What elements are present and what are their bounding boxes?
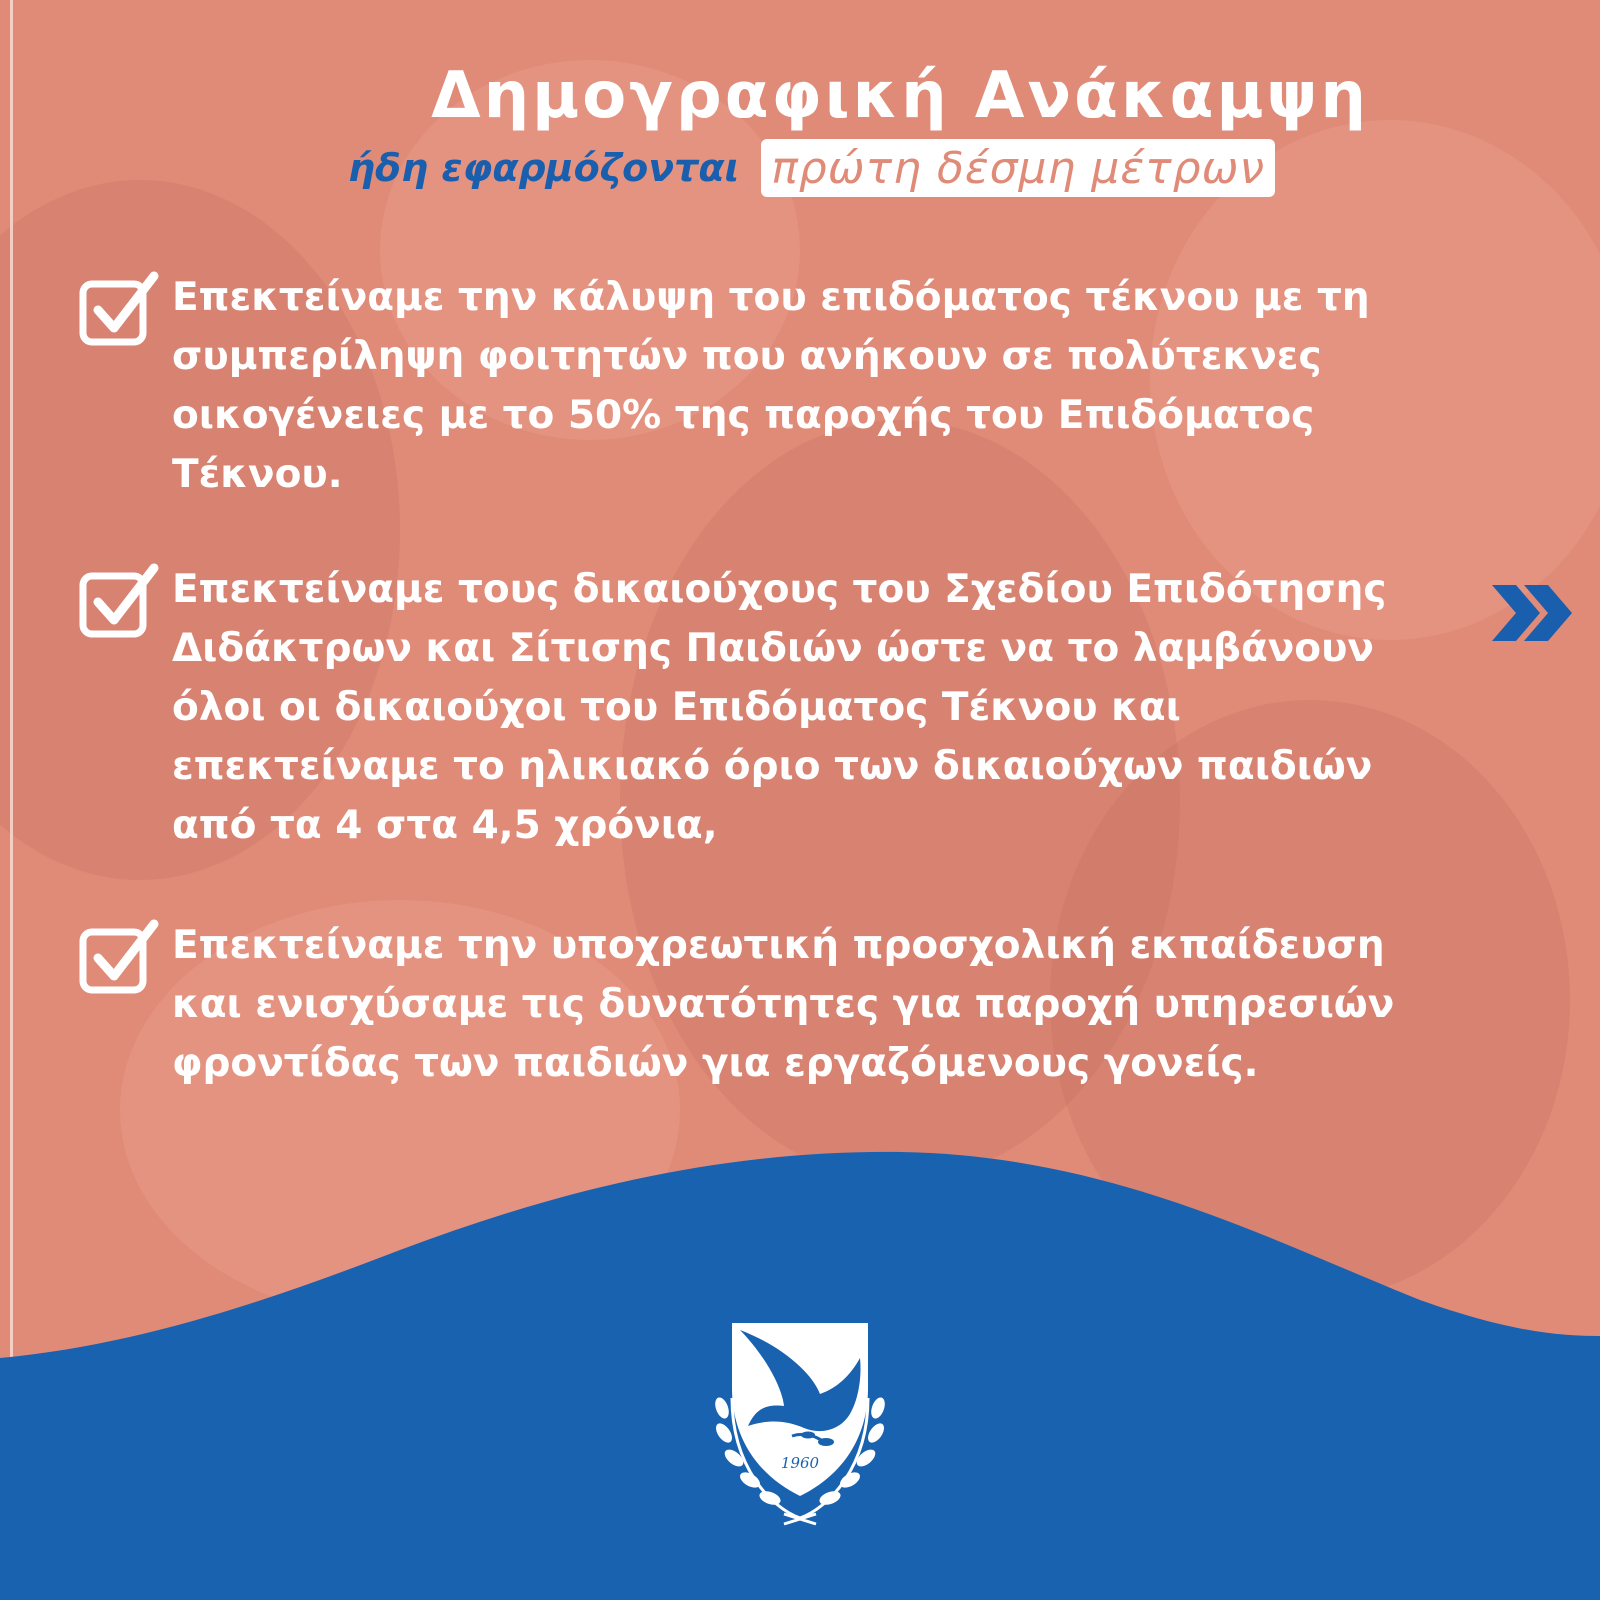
measure-item-1 [78, 270, 1452, 504]
checkbox-check-icon [78, 270, 160, 350]
subtitle-bold: ήδη εφαρμόζονται [348, 146, 740, 190]
coat-of-arms-dove-icon [712, 1318, 888, 1528]
emblem-year: 1960 [780, 1454, 820, 1472]
measure-text: Επεκτείναμε την κάλυψη του επιδόματος τέκνου με τη συμπερίληψη φοιτητών που ανήκουν σε πολύτεκνες οικογένειες με το 50% της παροχής του Επιδόματος Τέκνου. [172, 275, 1370, 497]
subtitle-box [761, 139, 1275, 197]
double-chevron-right-icon[interactable] [1490, 583, 1580, 643]
checkbox-check-icon [78, 918, 160, 998]
page-title: Δημογραφική Ανάκαμψη [431, 59, 1369, 133]
measure-item-2 [78, 562, 1452, 855]
measure-text: Επεκτείναμε τους δικαιούχους του Σχεδίου Επιδότησης Διδάκτρων και Σίτισης Παιδιών ώστε να το λαμβάνουν όλοι οι δικαιούχοι του Επιδόματος Τέκνου και επεκτείναμε το ηλικιακό όριο των δικαιούχων παιδιών από τα 4 στα 4,5 χρόνια, [172, 567, 1387, 848]
subtitle-row [348, 138, 1275, 198]
checkbox-check-icon [78, 562, 160, 642]
subtitle-boxed-text: πρώτη δέσμη μέτρων [771, 142, 1266, 194]
measure-item-3 [78, 918, 1452, 1093]
measure-text: Επεκτείναμε την υποχρεωτική προσχολική εκπαίδευση και ενισχύσαμε τις δυνατότητες για παροχή υπηρεσιών φροντίδας των παιδιών για εργαζόμενους γονείς. [172, 923, 1395, 1086]
header [0, 56, 1600, 136]
